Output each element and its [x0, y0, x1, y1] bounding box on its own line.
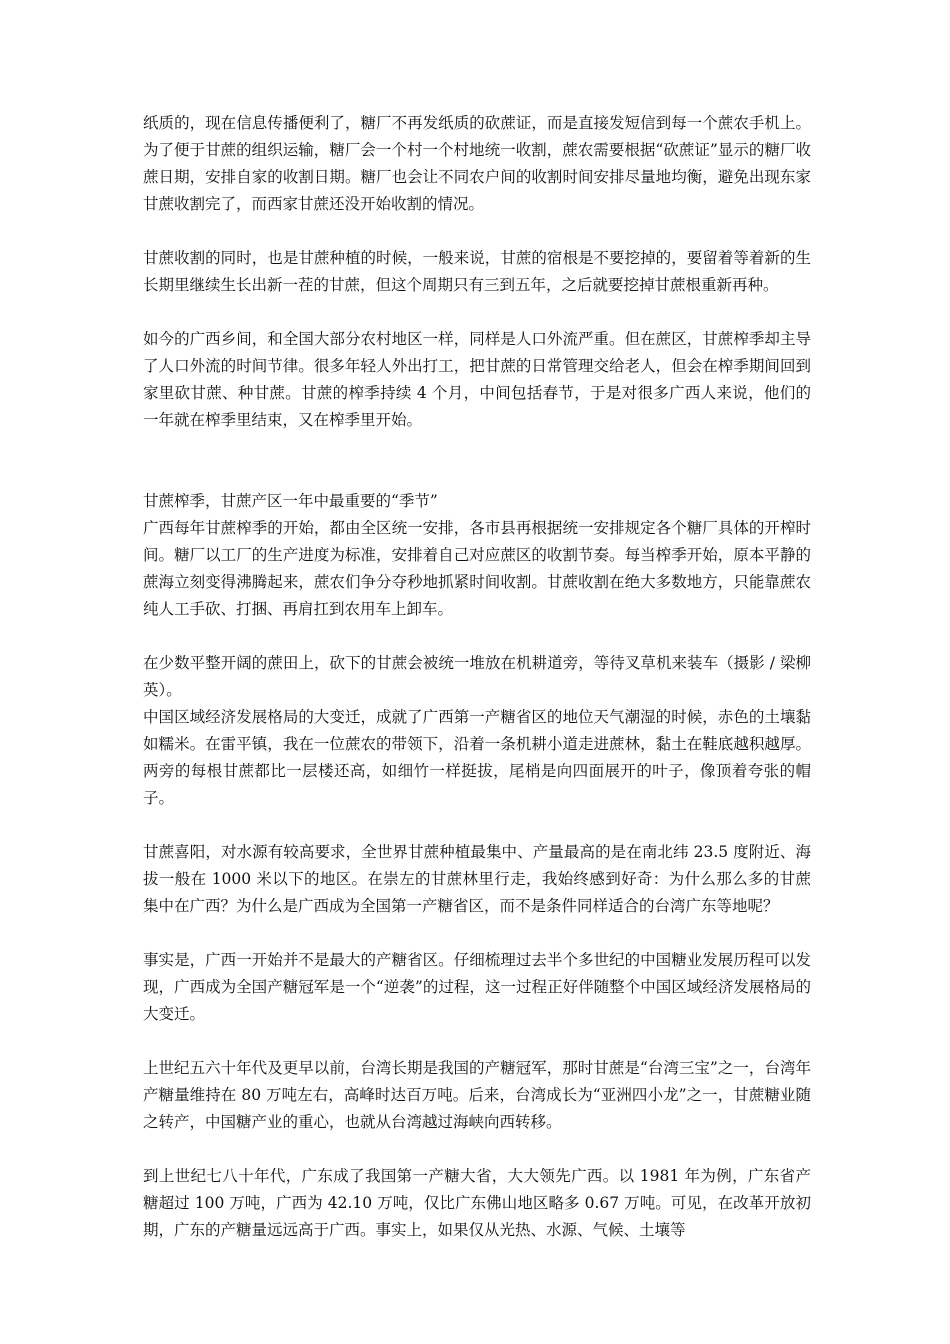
photo-caption: 在少数平整开阔的蔗田上，砍下的甘蔗会被统一堆放在机耕道旁，等待叉草机来装车（摄影 / 梁柳英）。 — [143, 654, 811, 699]
paragraph-guangdong-history: 到上世纪七八十年代，广东成了我国第一产糖大省，大大领先广西。以 1981 年为例，广东省产糖超过 100 万吨，广西为 42.10 万吨，仅比广东佛山地区略多 0.67 万吨。可见，在改革开放初期，广东的产糖量远远高于广西。事实上，如果仅从光热、水源、气候、土壤等 — [143, 1167, 811, 1239]
paragraph-spacer — [143, 812, 811, 839]
paragraph-pressing-season: 广西每年甘蔗榨季的开始，都由全区统一安排，各市县再根据统一安排规定各个糖厂具体的开榨时间。糖厂以工厂的生产进度为标准，安排着自己对应蔗区的收割节奏。每当榨季开始，原本平静的蔗海立刻变得沸腾起来，蔗农们争分夺秒地抓紧时间收割。甘蔗收割在绝大多数地方，只能靠蔗农纯人工手砍、打捆、再肩扛到农用车上卸车。 — [143, 519, 811, 618]
paragraph-spacer — [143, 623, 811, 650]
paragraph-counterattack: 事实是，广西一开始并不是最大的产糖省区。仔细梳理过去半个多世纪的中国糖业发展历程可以发现，广西成为全国产糖冠军是一个“逆袭”的过程，这一过程正好伴随整个中国区域经济发展格局的大变迁。 — [143, 951, 811, 1023]
paragraph-planting: 甘蔗收割的同时，也是甘蔗种植的时候，一般来说，甘蔗的宿根是不要挖掉的，要留着等着新的生长期里继续生长出新一茬的甘蔗，但这个周期只有三到五年，之后就要挖掉甘蔗根重新再种。 — [143, 249, 811, 294]
paragraph-spacer — [143, 299, 811, 326]
paragraph-spacer — [143, 1136, 811, 1163]
paragraph-taiwan-history: 上世纪五六十年代及更早以前，台湾长期是我国的产糖冠军，那时甘蔗是“台湾三宝”之一，台湾年产糖量维持在 80 万吨左右，高峰时达百万吨。后来，台湾成长为“亚洲四小龙”之一，甘蔗糖业随之转产，中国糖产业的重心，也就从台湾越过海峡向西转移。 — [143, 1059, 811, 1131]
paragraph-sunlight-water: 甘蔗喜阳，对水源有较高要求，全世界甘蔗种植最集中、产量最高的是在南北纬 23.5 度附近、海拔一般在 1000 米以下的地区。在崇左的甘蔗林里行走，我始终感到好奇：为什么那么多的甘蔗集中在广西？为什么是广西成为全国第一产糖省区，而不是条件同样适合的台湾广东等地呢？ — [143, 843, 811, 915]
paragraph-spacer — [143, 1028, 811, 1055]
paragraph-sugar-cutting-notice: 纸质的，现在信息传播便利了，糖厂不再发纸质的砍蔗证，而是直接发短信到每一个蔗农手机上。为了便于甘蔗的组织运输，糖厂会一个村一个村地统一收割，蔗农需要根据“砍蔗证”显示的糖厂收蔗日期，安排自家的收割日期。糖厂也会让不同农户间的收割时间安排尽量地均衡，避免出现东家甘蔗收割完了，而西家甘蔗还没开始收割的情况。 — [143, 114, 811, 213]
paragraph-regional-change: 中国区域经济发展格局的大变迁，成就了广西第一产糖省区的地位天气潮湿的时候，赤色的土壤黏如糯米。在雷平镇，我在一位蔗农的带领下，沿着一条机耕小道走进蔗林，黏土在鞋底越积越厚。两旁的每根甘蔗都比一层楼还高，如细竹一样挺拔，尾梢是向四面展开的叶子，像顶着夸张的帽子。 — [143, 708, 811, 807]
section-heading: 甘蔗榨季，甘蔗产区一年中最重要的“季节” — [143, 492, 438, 510]
paragraph-population-outflow: 如今的广西乡间，和全国大部分农村地区一样，同样是人口外流严重。但在蔗区，甘蔗榨季却主导了人口外流的时间节律。很多年轻人外出打工，把甘蔗的日常管理交给老人，但会在榨季期间回到家里砍甘蔗、种甘蔗。甘蔗的榨季持续 4 个月，中间包括春节，于是对很多广西人来说，他们的一年就在榨季里结束，又在榨季里开始。 — [143, 330, 811, 429]
paragraph-spacer — [143, 434, 811, 488]
document-page — [143, 110, 811, 1244]
paragraph-spacer — [143, 920, 811, 947]
paragraph-spacer — [143, 218, 811, 245]
